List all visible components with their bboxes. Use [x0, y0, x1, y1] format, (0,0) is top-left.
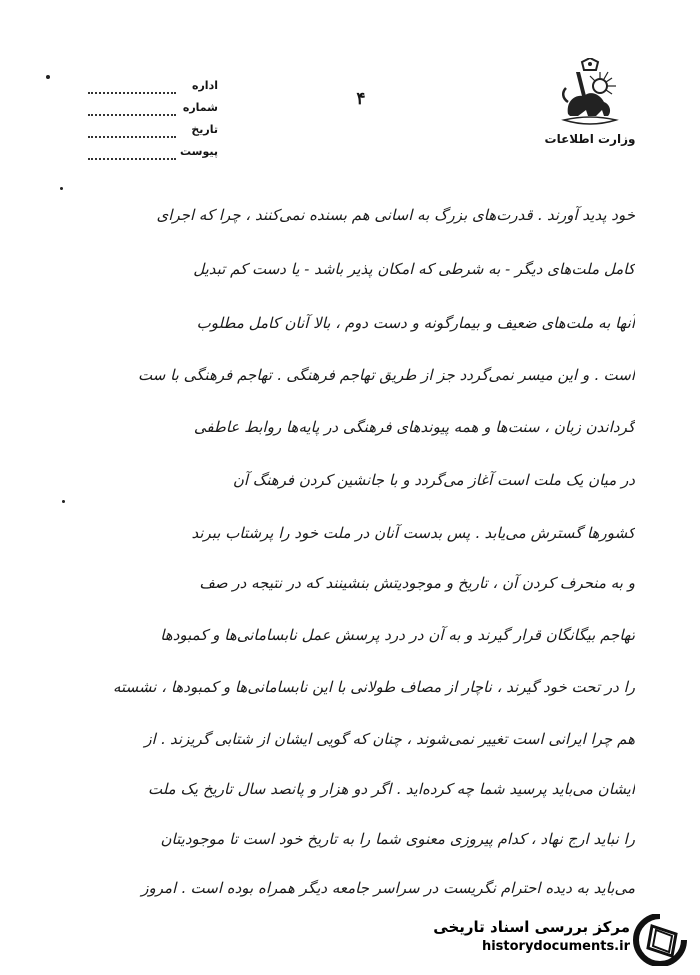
lion-and-sun-emblem-icon: [560, 58, 620, 128]
watermark-org-name: مرکز بررسی اسناد تاریخی: [433, 918, 630, 936]
field-dotted-line: [88, 114, 176, 116]
ministry-name: وزارت اطلاعات: [544, 132, 636, 146]
text-line: آنها به ملت‌های ضعیف و بیمارگونه و دست دوم ، بالا آنان کامل مطلوب: [196, 314, 635, 332]
text-line: در میان یک ملت است آغاز می‌گردد و با جانشین کردن فرهنگ آن: [232, 471, 635, 489]
field-dotted-line: [88, 158, 176, 160]
archive-center-logo-icon: [632, 914, 688, 966]
text-line: تهاجم بیگانگان قرار گیرند و به آن در درد پرسش عمل نابسامانی‌ها و کمبودها: [160, 626, 635, 644]
page-number: ۴: [356, 89, 366, 109]
field-dotted-line: [88, 92, 176, 94]
corner-mark: [46, 75, 50, 79]
field-label: شماره: [182, 101, 218, 114]
header-field-attachment: [88, 144, 218, 166]
header-fields: [88, 78, 218, 166]
text-line: را در تحت خود گیرند ، ناچار از مصاف طولانی با این نابسامانی‌ها و کمبودها ، نشسته: [112, 678, 635, 696]
field-label: تاریخ: [191, 123, 218, 136]
field-label: اداره: [191, 79, 218, 92]
text-line: کشورها گسترش می‌یابد . پس بدست آنان در ملت خود را پرشتاب ببرند: [191, 524, 635, 542]
text-line: و به منحرف کردن آن ، تاریخ و موجودیتش بنشینند که در نتیجه در صف: [199, 574, 635, 592]
text-line: خود پدید آورند . قدرت‌های بزرگ به اسانی هم بسنده نمی‌کنند ، چرا که اجرای: [156, 206, 635, 224]
text-line: ایشان می‌باید پرسید شما چه کرده‌اید . اگر دو هزار و پانصد سال تاریخ یک ملت: [147, 780, 635, 798]
watermark-url: historydocuments.ir: [481, 939, 630, 954]
text-line: هم چرا ایرانی است تغییر نمی‌شوند ، چنان که گویی ایشان از شتابی گریزند . از: [144, 730, 635, 748]
field-label: پیوست: [180, 145, 218, 158]
watermark: [415, 918, 630, 954]
header-field-number: [88, 100, 218, 122]
text-line: است . و این میسر نمی‌گردد جز از طریق تهاجم فرهنگی . تهاجم فرهنگی با ست: [138, 366, 635, 384]
header-field-date: [88, 122, 218, 144]
text-line: گرداندن زبان ، سنت‌ها و همه پیوندهای فرهنگی در پایه‌ها روابط عاطفی: [193, 418, 635, 436]
margin-mark: [60, 187, 63, 190]
text-line: کامل ملت‌های دیگر - به شرطی که امکان پذیر باشد - یا دست کم تبدیل: [193, 260, 635, 278]
header-field-department: [88, 78, 218, 100]
text-line: می‌باید به دیده احترام نگریست در سراسر جامعه دیگر همراه بوده است . امروز: [141, 879, 635, 897]
margin-mark: [62, 500, 65, 503]
text-line: را نباید ارج نهاد ، کدام پیروزی معنوی شما را به تاریخ خود است تا موجودیتان: [160, 830, 635, 848]
field-dotted-line: [88, 136, 176, 138]
